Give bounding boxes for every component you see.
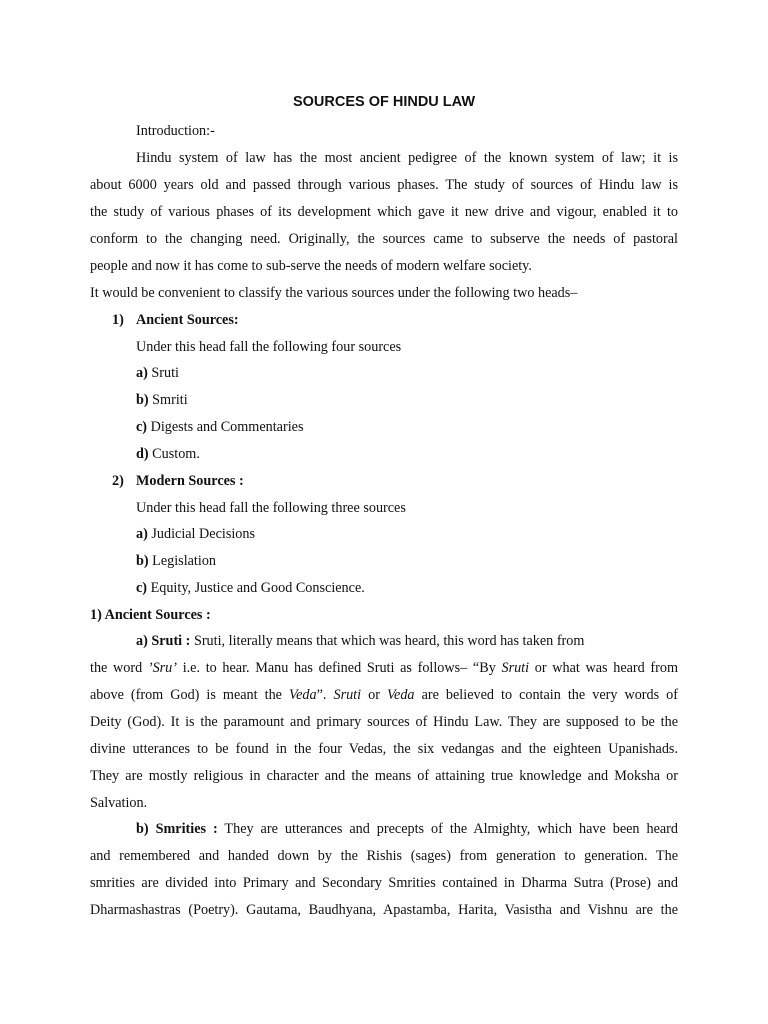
paragraph-line: Deity (God). It is the paramount and primary sources of Hindu Law. They are supposed to be the xyxy=(90,714,678,730)
heading-text: Modern Sources : xyxy=(136,473,244,489)
list-number: 2) xyxy=(112,473,124,489)
paragraph-line: people and now it has come to sub-serve the needs of modern welfare society. xyxy=(90,258,532,274)
paragraph-line: conform to the changing need. Originally, the sources came to subserve the needs of pastoral xyxy=(90,231,678,247)
item-letter: b) xyxy=(136,553,149,569)
modern-lead: Under this head fall the following three sources xyxy=(136,500,406,516)
ancient-sources-heading xyxy=(112,311,239,329)
item-text: Digests and Commentaries xyxy=(147,419,304,435)
item-text: Smriti xyxy=(148,392,188,408)
list-item xyxy=(136,579,365,597)
item-letter: c) xyxy=(136,419,148,435)
paragraph-line: the word ’Sru’ i.e. to hear. Manu has defined Sruti as follows– “By Sruti or what was heard from xyxy=(90,660,678,676)
item-letter: d) xyxy=(136,446,149,462)
list-item xyxy=(136,525,255,543)
paragraph-line: smrities are divided into Primary and Secondary Smrities contained in Dharma Sutra (Prose) and xyxy=(90,875,678,891)
list-item xyxy=(136,418,303,436)
item-text: Custom. xyxy=(148,446,200,462)
sruti-label: a) Sruti : xyxy=(136,633,191,649)
item-text: Equity, Justice and Good Conscience. xyxy=(147,580,365,596)
list-item xyxy=(136,391,188,409)
item-letter: b) xyxy=(136,392,149,408)
intro-heading: Introduction:- xyxy=(136,123,215,139)
paragraph-line: divine utterances to be found in the four Vedas, the six vedangas and the eighteen Upanishads. xyxy=(90,741,678,757)
modern-sources-heading xyxy=(112,472,244,490)
paragraph-line: b) Smrities : They are utterances and precepts of the Almighty, which have been heard xyxy=(136,821,678,837)
paragraph-line: Hindu system of law has the most ancient pedigree of the known system of law; it is xyxy=(136,150,678,166)
item-text: Judicial Decisions xyxy=(147,526,256,542)
item-text: Sruti xyxy=(147,365,179,381)
list-item xyxy=(136,364,179,382)
item-letter: c) xyxy=(136,580,148,596)
list-item xyxy=(136,445,200,463)
paragraph-line: a) Sruti : Sruti, literally means that which was heard, this word has taken from xyxy=(136,633,585,649)
paragraph-line: the study of various phases of its development which gave it new drive and vigour, enabled it to xyxy=(90,204,678,220)
heading-text: Ancient Sources: xyxy=(136,312,239,328)
page-title: SOURCES OF HINDU LAW xyxy=(292,94,476,110)
item-letter: a) xyxy=(136,526,148,542)
paragraph-line: They are mostly religious in character and the means of attaining true knowledge and Moksha or xyxy=(90,768,678,784)
smriti-label: b) Smrities : xyxy=(136,821,218,837)
item-letter: a) xyxy=(136,365,148,381)
list-item xyxy=(136,552,216,570)
classify-line: It would be convenient to classify the various sources under the following two heads– xyxy=(90,285,578,301)
paragraph-line: about 6000 years old and passed through various phases. The study of sources of Hindu law is xyxy=(90,177,678,193)
list-number: 1) xyxy=(112,312,124,328)
paragraph-line: above (from God) is meant the Veda”. Sruti or Veda are believed to contain the very words of xyxy=(90,687,678,703)
paragraph-line: Dharmashastras (Poetry). Gautama, Baudhyana, Apastamba, Harita, Vasistha and Vishnu are the xyxy=(90,902,678,918)
paragraph-line: and remembered and handed down by the Rishis (sages) from generation to generation. The xyxy=(90,848,678,864)
item-text: Legislation xyxy=(148,553,217,569)
section-heading: 1) Ancient Sources : xyxy=(90,607,211,623)
ancient-lead: Under this head fall the following four sources xyxy=(136,339,402,355)
paragraph-line: Salvation. xyxy=(90,795,148,811)
